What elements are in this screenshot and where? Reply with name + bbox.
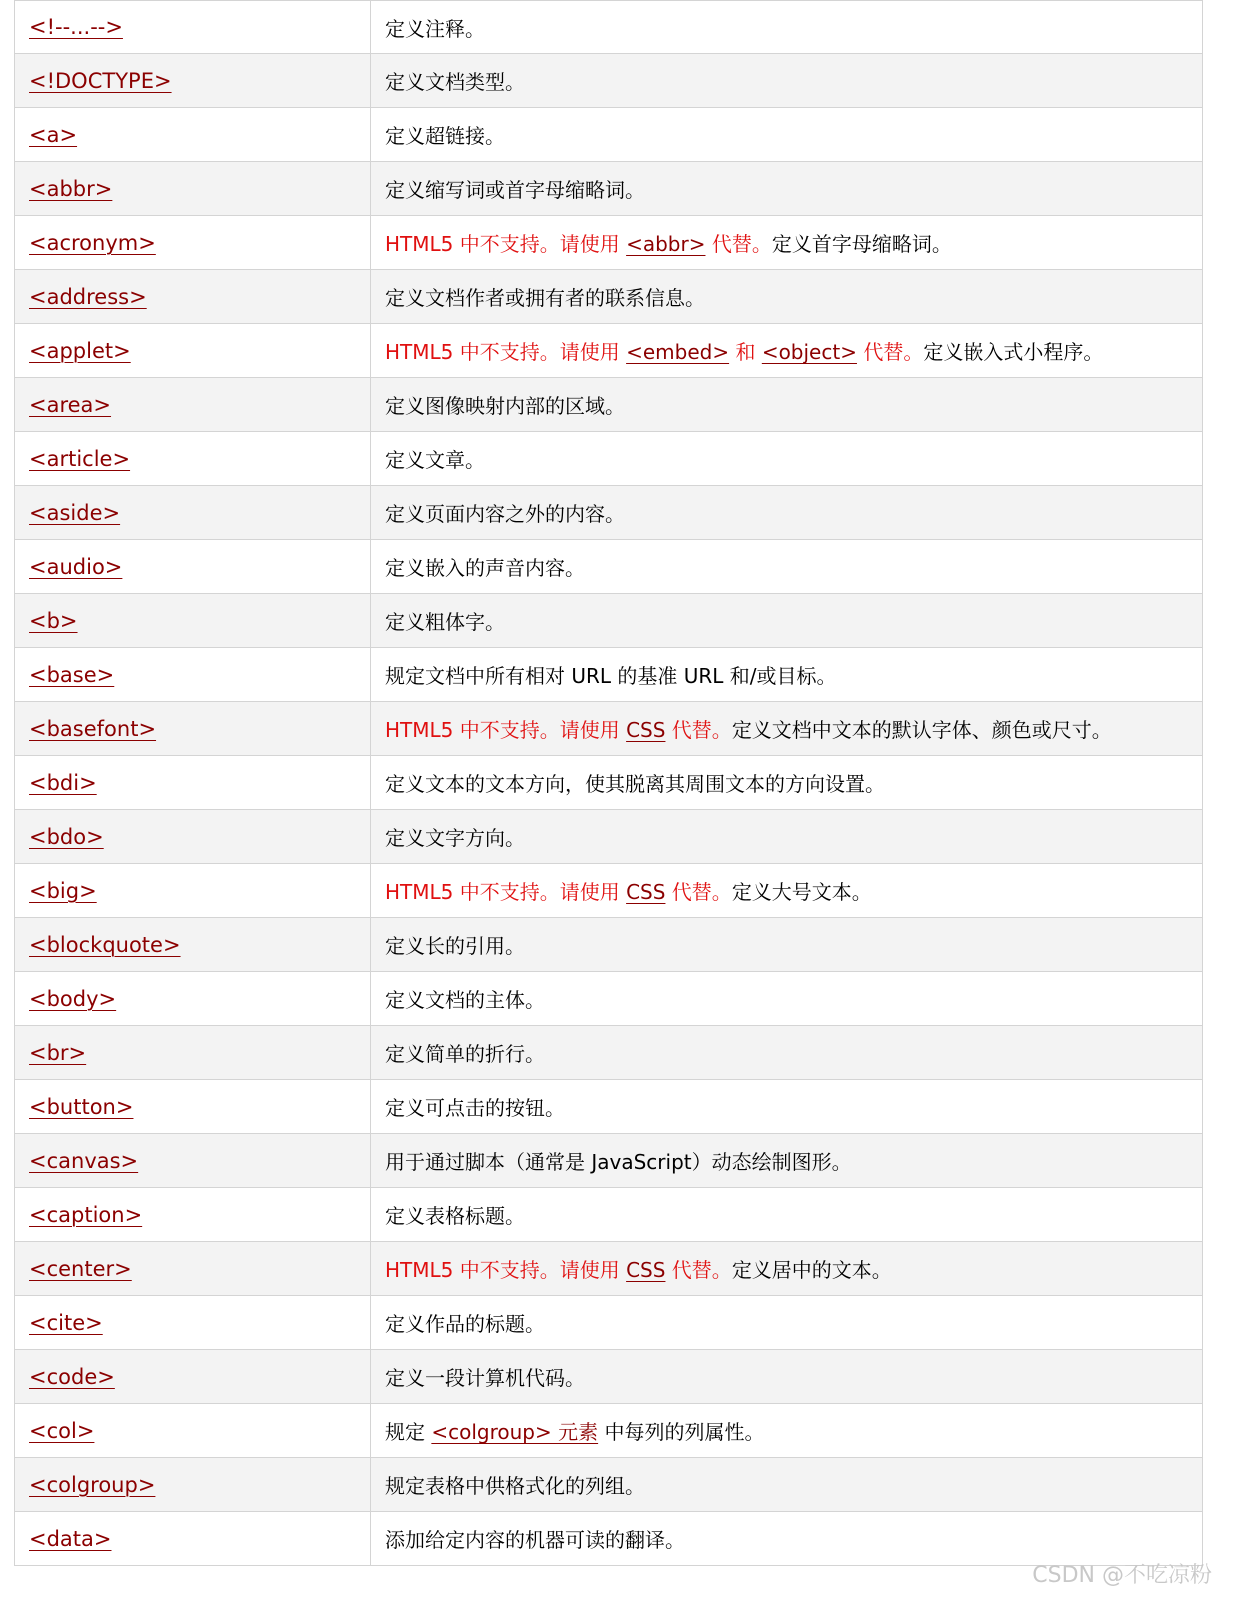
- description-cell: [371, 810, 1203, 864]
- tag-link[interactable]: <base>: [29, 662, 115, 687]
- tag-cell: [15, 1188, 371, 1242]
- description-cell: [371, 1026, 1203, 1080]
- table-row: [15, 378, 1203, 432]
- description-cell: [371, 864, 1203, 918]
- tag-cell: [15, 1296, 371, 1350]
- table-row: [15, 162, 1203, 216]
- tag-link[interactable]: <acronym>: [29, 230, 156, 255]
- tag-link[interactable]: <applet>: [29, 338, 131, 363]
- description-link[interactable]: CSS: [626, 1258, 666, 1282]
- description-cell: [371, 108, 1203, 162]
- tag-link[interactable]: <caption>: [29, 1202, 143, 1227]
- description-cell: [371, 648, 1203, 702]
- tag-cell: [15, 108, 371, 162]
- tag-link[interactable]: <!DOCTYPE>: [29, 68, 172, 93]
- description-cell: [371, 54, 1203, 108]
- table-row: [15, 1350, 1203, 1404]
- table-row: [15, 702, 1203, 756]
- description-text: 定义大号文本。: [731, 880, 872, 904]
- tag-link[interactable]: <blockquote>: [29, 932, 181, 957]
- tag-link[interactable]: <address>: [29, 284, 147, 309]
- description-text: 定义简单的折行。: [385, 1042, 545, 1066]
- tag-link[interactable]: <body>: [29, 986, 117, 1011]
- deprecation-warning: 代替。: [665, 718, 732, 742]
- tag-link[interactable]: <canvas>: [29, 1148, 139, 1173]
- description-cell: [371, 324, 1203, 378]
- deprecation-warning: HTML5 中不支持。请使用: [385, 1258, 627, 1282]
- description-text: 规定: [385, 1420, 432, 1444]
- tag-cell: [15, 972, 371, 1026]
- table-row: [15, 972, 1203, 1026]
- description-cell: [371, 972, 1203, 1026]
- tag-link[interactable]: <br>: [29, 1040, 87, 1065]
- tag-link[interactable]: <center>: [29, 1256, 132, 1281]
- tag-link[interactable]: <abbr>: [29, 176, 113, 201]
- table-row: [15, 324, 1203, 378]
- table-row: [15, 1296, 1203, 1350]
- description-text: 定义图像映射内部的区域。: [385, 394, 625, 418]
- description-cell: [371, 1134, 1203, 1188]
- description-cell: [371, 1080, 1203, 1134]
- description-text: 定义超链接。: [385, 124, 505, 148]
- tag-cell: [15, 270, 371, 324]
- description-cell: [371, 378, 1203, 432]
- deprecation-warning: HTML5 中不支持。请使用: [385, 718, 627, 742]
- tag-link[interactable]: <aside>: [29, 500, 121, 525]
- table-row: [15, 108, 1203, 162]
- tag-link[interactable]: <bdi>: [29, 770, 97, 795]
- tag-cell: [15, 1404, 371, 1458]
- tag-cell: [15, 864, 371, 918]
- description-text: 定义文档中文本的默认字体、颜色或尺寸。: [731, 718, 1112, 742]
- deprecation-warning: 代替。: [705, 232, 772, 256]
- table-row: [15, 1188, 1203, 1242]
- deprecation-warning: 代替。: [665, 880, 732, 904]
- deprecation-warning: 代替。: [856, 340, 924, 364]
- description-cell: [371, 1, 1203, 54]
- description-link[interactable]: CSS: [626, 718, 666, 742]
- description-cell: [371, 756, 1203, 810]
- deprecation-warning: HTML5 中不支持。请使用: [385, 880, 627, 904]
- description-text: 定义文本的文本方向，使其脱离其周围文本的方向设置。: [385, 772, 885, 796]
- tag-cell: [15, 756, 371, 810]
- description-text: 规定表格中供格式化的列组。: [385, 1474, 645, 1498]
- description-cell: [371, 1350, 1203, 1404]
- tag-cell: [15, 1134, 371, 1188]
- table-row: [15, 918, 1203, 972]
- tag-link[interactable]: <!--...-->: [29, 15, 123, 39]
- tag-cell: [15, 918, 371, 972]
- tag-link[interactable]: <data>: [29, 1526, 112, 1551]
- description-text: 定义缩写词或首字母缩略词。: [385, 178, 645, 202]
- table-row: [15, 594, 1203, 648]
- html-tag-reference-table: [14, 0, 1203, 1566]
- description-cell: [371, 270, 1203, 324]
- description-text: 中每列的列属性。: [598, 1420, 765, 1444]
- description-text: 定义粗体字。: [385, 610, 505, 634]
- description-cell: [371, 594, 1203, 648]
- tag-link[interactable]: <code>: [29, 1364, 115, 1389]
- description-cell: [371, 1404, 1203, 1458]
- table-row: [15, 1404, 1203, 1458]
- description-text: 定义嵌入的声音内容。: [385, 556, 585, 580]
- table-row: [15, 540, 1203, 594]
- table-row: [15, 270, 1203, 324]
- tag-cell: [15, 432, 371, 486]
- description-link[interactable]: <colgroup> 元素: [431, 1420, 599, 1444]
- tag-cell: [15, 648, 371, 702]
- deprecation-warning: 代替。: [665, 1258, 732, 1282]
- tag-cell: [15, 1512, 371, 1566]
- description-link[interactable]: <object>: [761, 340, 857, 364]
- tag-link[interactable]: <area>: [29, 392, 112, 417]
- description-cell: [371, 918, 1203, 972]
- description-cell: [371, 540, 1203, 594]
- description-text: 定义长的引用。: [385, 934, 525, 958]
- table-row: [15, 216, 1203, 270]
- tag-link[interactable]: <cite>: [29, 1310, 103, 1335]
- tag-cell: [15, 486, 371, 540]
- tag-link[interactable]: <article>: [29, 446, 131, 471]
- tag-cell: [15, 1458, 371, 1512]
- tag-cell: [15, 216, 371, 270]
- table-row: [15, 1458, 1203, 1512]
- table-row: [15, 1242, 1203, 1296]
- table-row: [15, 432, 1203, 486]
- description-text: 定义文章。: [385, 448, 485, 472]
- table-row: [15, 810, 1203, 864]
- description-text: 定义可点击的按钮。: [385, 1096, 565, 1120]
- table-row: [15, 54, 1203, 108]
- tag-cell: [15, 540, 371, 594]
- tag-cell: [15, 54, 371, 108]
- description-cell: [371, 1188, 1203, 1242]
- tag-cell: [15, 1026, 371, 1080]
- description-text: 定义页面内容之外的内容。: [385, 502, 625, 526]
- deprecation-warning: HTML5 中不支持。请使用: [385, 340, 627, 364]
- description-link[interactable]: <embed>: [626, 340, 730, 364]
- tag-link[interactable]: <col>: [29, 1418, 95, 1443]
- table-row: [15, 1, 1203, 54]
- tag-cell: [15, 162, 371, 216]
- description-link[interactable]: <abbr>: [626, 232, 706, 256]
- description-text: 定义作品的标题。: [385, 1312, 545, 1336]
- table-row: [15, 648, 1203, 702]
- description-text: 定义注释。: [385, 16, 485, 41]
- description-cell: [371, 702, 1203, 756]
- table-row: [15, 1512, 1203, 1566]
- tag-cell: [15, 324, 371, 378]
- tag-link[interactable]: <bdo>: [29, 824, 104, 849]
- description-cell: [371, 486, 1203, 540]
- description-text: 规定文档中所有相对 URL 的基准 URL 和/或目标。: [385, 664, 837, 688]
- description-text: 定义文档作者或拥有者的联系信息。: [385, 286, 705, 310]
- description-text: 定义一段计算机代码。: [385, 1366, 585, 1390]
- tag-link[interactable]: <big>: [29, 878, 97, 903]
- watermark: CSDN @不吃凉粉: [1032, 1563, 1212, 1588]
- tag-cell: [15, 594, 371, 648]
- description-cell: [371, 1458, 1203, 1512]
- description-text: 定义表格标题。: [385, 1204, 525, 1228]
- description-link[interactable]: CSS: [626, 880, 666, 904]
- tag-cell: [15, 1080, 371, 1134]
- tag-cell: [15, 702, 371, 756]
- table-row: [15, 864, 1203, 918]
- description-text: 定义文档类型。: [385, 70, 525, 94]
- tag-cell: [15, 1350, 371, 1404]
- table-row: [15, 1134, 1203, 1188]
- table-row: [15, 1026, 1203, 1080]
- tag-link[interactable]: <b>: [29, 608, 78, 633]
- tag-cell: [15, 1, 371, 54]
- tag-cell: [15, 378, 371, 432]
- description-text: 定义嵌入式小程序。: [923, 340, 1104, 364]
- table-row: [15, 1080, 1203, 1134]
- description-text: 定义文字方向。: [385, 826, 525, 850]
- tag-link[interactable]: <audio>: [29, 554, 123, 579]
- tag-link[interactable]: <colgroup>: [29, 1472, 156, 1497]
- description-cell: [371, 216, 1203, 270]
- description-cell: [371, 432, 1203, 486]
- description-text: 定义居中的文本。: [731, 1258, 892, 1282]
- tag-cell: [15, 810, 371, 864]
- description-text: 用于通过脚本（通常是 JavaScript）动态绘制图形。: [385, 1150, 852, 1174]
- tag-link[interactable]: <a>: [29, 122, 78, 147]
- tag-link[interactable]: <basefont>: [29, 716, 157, 741]
- tag-link[interactable]: <button>: [29, 1094, 134, 1119]
- description-text: 定义首字母缩略词。: [771, 232, 952, 256]
- description-cell: [371, 1242, 1203, 1296]
- deprecation-warning: 和: [729, 340, 762, 364]
- description-cell: [371, 162, 1203, 216]
- table-row: [15, 486, 1203, 540]
- description-text: 添加给定内容的机器可读的翻译。: [385, 1528, 685, 1552]
- description-cell: [371, 1296, 1203, 1350]
- tag-cell: [15, 1242, 371, 1296]
- deprecation-warning: HTML5 中不支持。请使用: [385, 232, 627, 256]
- table-body: [15, 1, 1203, 1566]
- description-text: 定义文档的主体。: [385, 988, 545, 1012]
- table-row: [15, 756, 1203, 810]
